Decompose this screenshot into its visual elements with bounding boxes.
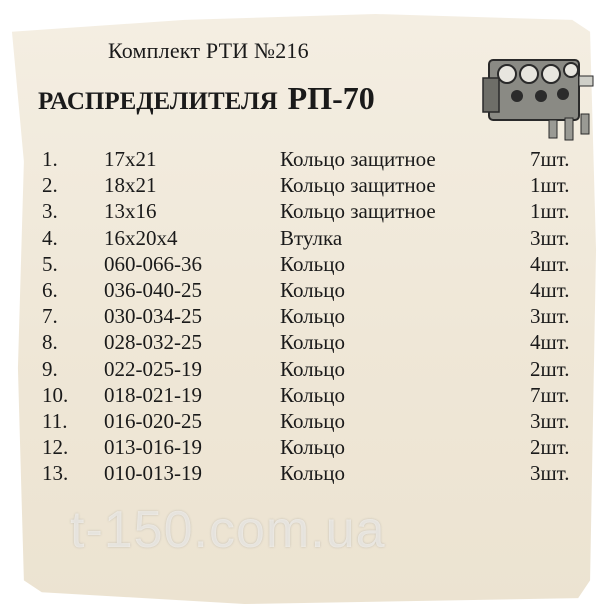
item-quantity: 7шт. (530, 147, 570, 171)
item-number: 11. (42, 409, 68, 433)
list-item (0, 304, 609, 332)
item-number: 5. (42, 251, 58, 276)
item-name: Кольцо (280, 304, 345, 329)
item-quantity: 7шт. (530, 382, 570, 407)
list-item (0, 383, 609, 411)
list-item (0, 435, 609, 463)
item-number: 7. (42, 304, 58, 329)
list-item (0, 278, 609, 306)
item-number: 10. (42, 382, 69, 407)
kit-title: Комплект РТИ №216 (108, 38, 309, 63)
item-name: Кольцо (280, 382, 345, 407)
item-size: 022-025-19 (104, 356, 202, 381)
item-quantity: 1шт. (530, 173, 570, 198)
list-item (0, 461, 609, 489)
item-size: 028-032-25 (104, 330, 202, 355)
item-number: 1. (42, 147, 58, 171)
item-number: 13. (42, 461, 69, 486)
watermark: t-150.com.ua (70, 501, 386, 559)
list-item (0, 252, 609, 280)
list-item (0, 226, 609, 254)
item-size: 013-016-19 (104, 435, 202, 460)
list-item (0, 357, 609, 385)
item-name: Кольцо (280, 461, 345, 486)
item-name: Кольцо защитное (280, 173, 436, 198)
list-item (0, 409, 609, 437)
item-quantity: 2шт. (530, 435, 570, 460)
item-quantity: 4шт. (530, 278, 570, 302)
item-quantity: 1шт. (530, 199, 570, 224)
item-number: 8. (42, 330, 58, 355)
item-name: Кольцо (280, 278, 345, 302)
item-number: 3. (42, 199, 58, 224)
distributor-title-prefix: РАСПРЕДЕЛИТЕЛЯ (38, 88, 278, 115)
item-quantity: 4шт. (530, 251, 570, 276)
item-name: Кольцо защитное (280, 199, 436, 224)
item-name: Кольцо (280, 435, 345, 460)
item-size: 036-040-25 (104, 278, 202, 302)
item-size: 13x16 (104, 199, 157, 224)
item-number: 4. (42, 225, 58, 250)
item-quantity: 3шт. (530, 304, 570, 329)
distributor-model: РП-70 (287, 80, 375, 116)
list-item (0, 199, 609, 227)
item-name: Кольцо (280, 330, 345, 355)
item-size: 18x21 (104, 173, 157, 198)
item-size: 018-021-19 (104, 382, 202, 407)
item-quantity: 3шт. (530, 461, 570, 486)
item-number: 2. (42, 173, 58, 198)
item-size: 016-020-25 (104, 409, 202, 433)
item-quantity: 3шт. (530, 409, 570, 433)
item-number: 6. (42, 278, 58, 302)
item-quantity: 3шт. (530, 225, 570, 250)
distributor-title (38, 80, 375, 117)
item-number: 9. (42, 356, 58, 381)
item-size: 17x21 (104, 147, 157, 171)
item-size: 030-034-25 (104, 304, 202, 329)
item-name: Кольцо (280, 409, 345, 433)
list-item (0, 173, 609, 201)
hydraulic-distributor-icon (479, 38, 599, 148)
item-name: Втулка (280, 225, 343, 250)
item-name: Кольцо защитное (280, 147, 436, 171)
item-quantity: 4шт. (530, 330, 570, 355)
list-item (0, 147, 609, 175)
item-number: 12. (42, 435, 69, 460)
item-name: Кольцо (280, 251, 345, 276)
item-size: 16x20x4 (104, 225, 178, 250)
item-size: 010-013-19 (104, 461, 202, 486)
item-size: 060-066-36 (104, 251, 202, 276)
item-quantity: 2шт. (530, 356, 570, 381)
list-item (0, 330, 609, 358)
item-name: Кольцо (280, 356, 345, 381)
